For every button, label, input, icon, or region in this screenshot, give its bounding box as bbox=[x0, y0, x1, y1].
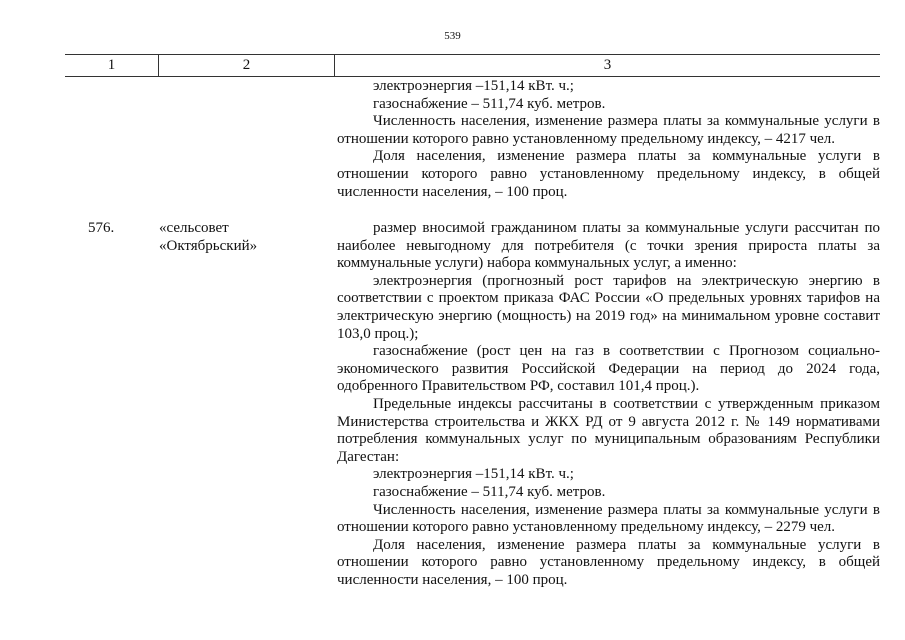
column-header-1: 1 bbox=[65, 55, 159, 76]
electricity-norm: электроэнергия –151,14 кВт. ч.; bbox=[373, 78, 574, 94]
table-header bbox=[65, 54, 880, 77]
population-share: Доля населения, изменение размера платы за коммунальные услуги в отношении которого равно установленному предельному индексу, в общей численности населения, – 100 проц. bbox=[337, 148, 880, 200]
gas-forecast: газоснабжение (рост цен на газ в соответствии с Прогнозом социально-экономического развития Российской Федерации на период до 2024 года, одобренного Правительством РФ, составил 101,4 проц.). bbox=[337, 343, 880, 395]
electricity-norm: электроэнергия –151,14 кВт. ч.; bbox=[373, 466, 574, 483]
continuation-block bbox=[337, 78, 880, 201]
column-header-2: 2 bbox=[159, 55, 335, 76]
electricity-forecast: электроэнергия (прогнозный рост тарифов на электрическую энергию в соответствии с проектом приказа ФАС России «О предельных уровнях тарифов на электрическую энергию (мощность) на 2019 год» на минимальном уровне составит 103,0 проц.); bbox=[337, 272, 880, 342]
gas-norm: газоснабжение – 511,74 куб. метров. bbox=[373, 95, 606, 112]
municipality-name-line1: «сельсовет bbox=[159, 220, 229, 236]
page-number: 539 bbox=[444, 30, 461, 42]
norms-paragraph: Предельные индексы рассчитаны в соответствии с утвержденным приказом Министерства строительства и ЖКХ РД от 9 августа 2012 г. № 149 нормативами потребления коммунальных услуг по муниципальным образованиям Республики Дагестан: bbox=[337, 395, 880, 465]
row-number: 576. bbox=[88, 220, 115, 236]
municipality-name-line2: «Октябрьский» bbox=[159, 237, 258, 254]
gas-norm: газоснабжение – 511,74 куб. метров. bbox=[373, 483, 606, 500]
population-count: Численность населения, изменение размера платы за коммунальные услуги в отношении которого равно установленному предельному индексу, – 2279 чел. bbox=[337, 501, 880, 536]
intro-paragraph: размер вносимой гражданином платы за коммунальные услуги рассчитан по наиболее невыгодному для потребителя (с точки зрения прироста платы за коммунальные услуги) набора коммунальных услуг, а именно: bbox=[337, 220, 880, 272]
population-share: Доля населения, изменение размера платы за коммунальные услуги в отношении которого равно установленному предельному индексу, в общей численности населения, – 100 проц. bbox=[337, 536, 880, 588]
column-header-3: 3 bbox=[603, 57, 612, 73]
municipality-name bbox=[159, 220, 329, 255]
population-count: Численность населения, изменение размера платы за коммунальные услуги в отношении которого равно установленному предельному индексу, – 4217 чел. bbox=[337, 113, 880, 147]
row-description bbox=[337, 220, 880, 589]
